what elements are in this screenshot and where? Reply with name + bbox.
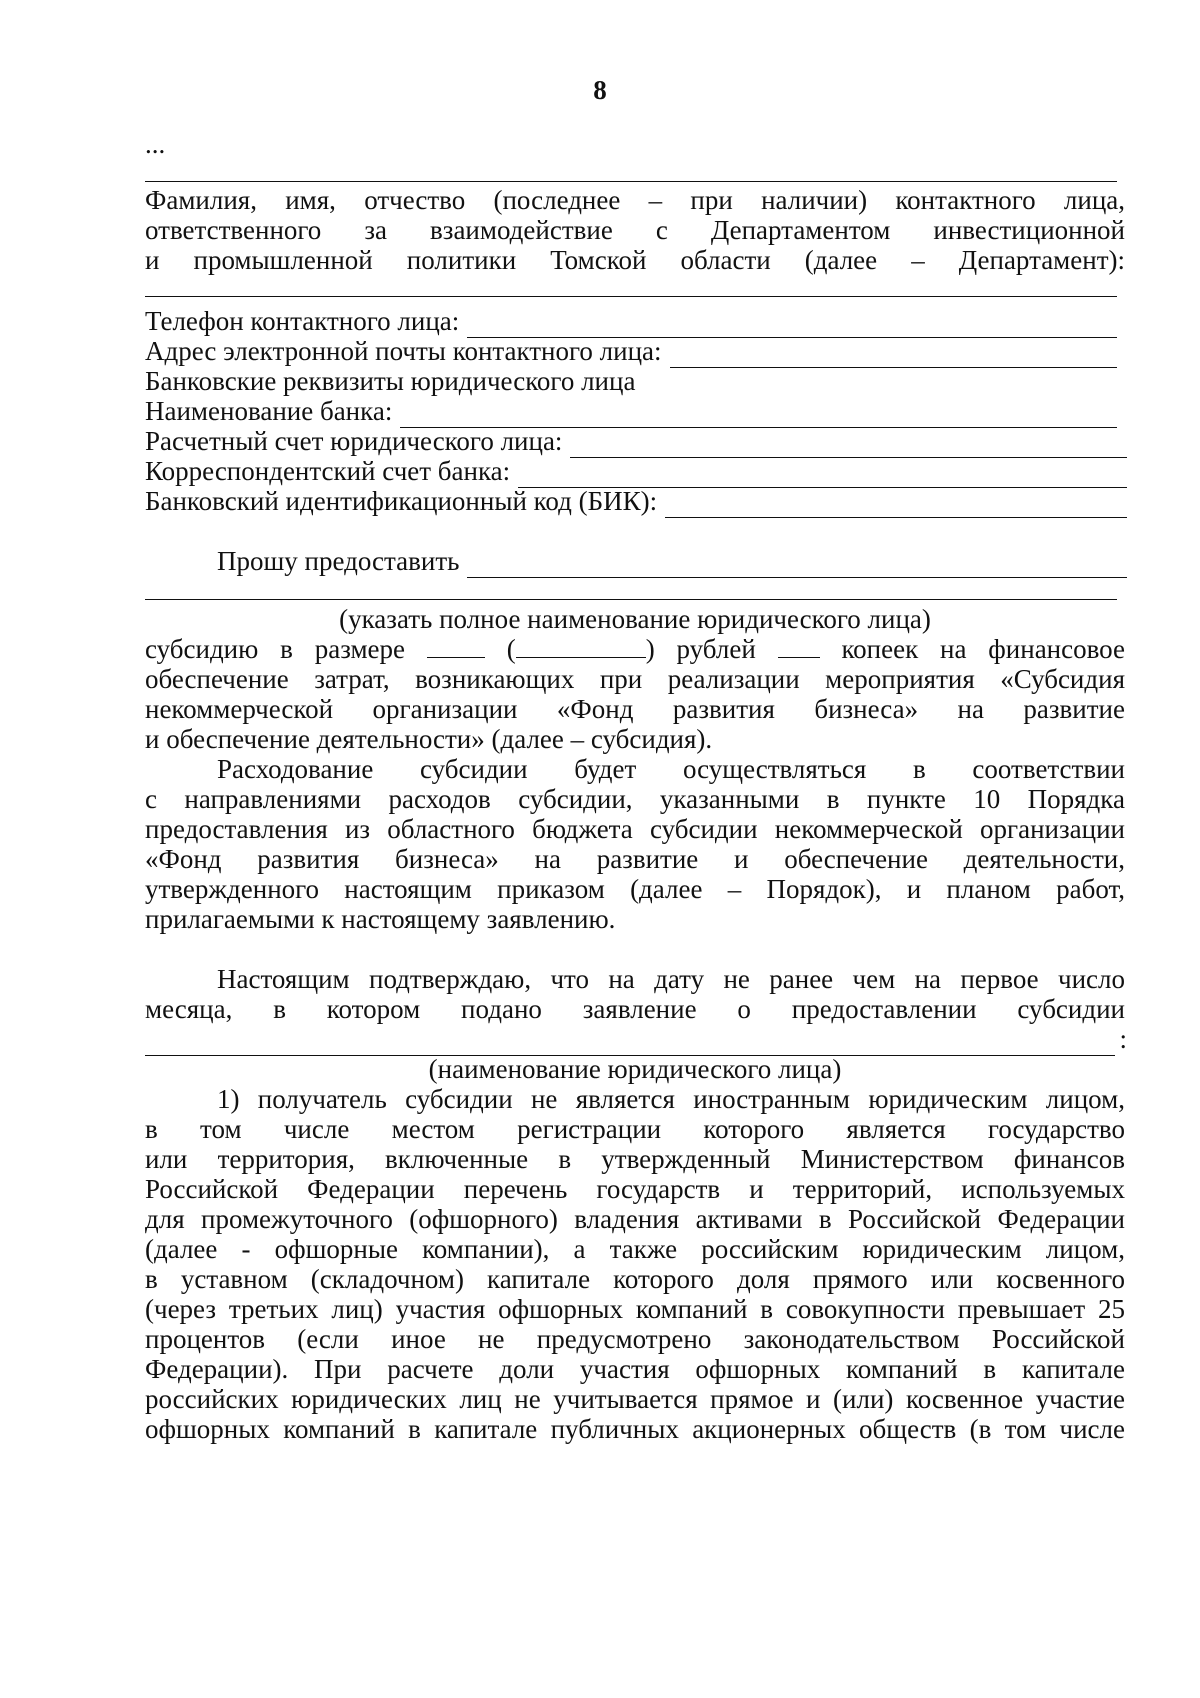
request-l1-a: субсидию в размере: [145, 634, 406, 664]
ellipsis: ...: [145, 129, 166, 159]
request-lead-row: [145, 545, 1127, 578]
request-line-2: обеспечение затрат, возникающих при реализации мероприятия «Субсидия: [145, 664, 1125, 694]
request-l1-c: ) рублей: [645, 634, 756, 664]
request-l1-b: (: [506, 634, 516, 664]
request-line-4: и обеспечение деятельности» (далее – субсидия).: [145, 724, 713, 754]
account-label: Расчетный счет юридического лица:: [145, 426, 563, 456]
bik-field: [145, 485, 1127, 518]
item1-line-2: в том числе местом регистрации которого является государство: [145, 1114, 1125, 1144]
item1-line-12: офшорных компаний в капитале публичных акционерных обществ (в том числе: [145, 1414, 1125, 1444]
bank-name-label: Наименование банка:: [145, 396, 393, 426]
request-org-line: [145, 599, 1117, 600]
request-line-3: некоммерческой организации «Фонд развития бизнеса» на развитие: [145, 694, 1125, 724]
email-field: [145, 335, 1117, 368]
contact-line-1: Фамилия, имя, отчество (последнее – при наличии) контактного лица,: [145, 185, 1125, 215]
phone-label: Телефон контактного лица:: [145, 306, 460, 336]
confirm-caption: (наименование юридического лица): [428, 1054, 842, 1084]
spending-line-1: Расходование субсидии будет осуществляться в соответствии: [217, 754, 1125, 784]
account-field: [145, 425, 1127, 458]
contact-line-2: ответственного за взаимодействие с Департаментом инвестиционной: [145, 215, 1125, 245]
item1-line-1: 1) получатель субсидии не является иностранным юридическим лицом,: [217, 1084, 1125, 1114]
contact-name-line: [145, 181, 1117, 182]
request-org-blank[interactable]: [467, 553, 1127, 578]
bik-blank[interactable]: [665, 493, 1127, 518]
bank-name-field: [145, 395, 1117, 428]
item1-line-8: (через третьих лиц) участия офшорных компаний в совокупности превышает 25: [145, 1294, 1125, 1324]
item1-line-9: процентов (если иное не предусмотрено законодательством Российской: [145, 1324, 1125, 1354]
item1-line-3: или территория, включенные в утвержденный Министерством финансов: [145, 1144, 1125, 1174]
request-line-1: [145, 633, 1125, 666]
subsidy-amount-blank[interactable]: [427, 635, 485, 658]
spending-line-6: прилагаемыми к настоящему заявлению.: [145, 904, 616, 934]
confirm-colon: :: [1119, 1024, 1127, 1054]
request-caption: (указать полное наименование юридического лица): [339, 604, 931, 634]
spending-line-3: предоставления из областного бюджета субсидии некоммерческой организации: [145, 814, 1125, 844]
email-label: Адрес электронной почты контактного лица:: [145, 336, 662, 366]
contact-fill-line: [145, 296, 1117, 297]
kopecks-blank[interactable]: [778, 635, 820, 658]
item1-line-5: для промежуточного (офшорного) владения активами в Российской Федерации: [145, 1204, 1125, 1234]
phone-field: [145, 305, 1117, 338]
spending-line-5: утвержденного настоящим приказом (далее – Порядок), и планом работ,: [145, 874, 1125, 904]
confirm-line-2: месяца, в котором подано заявление о предоставлении субсидии: [145, 994, 1125, 1024]
item1-line-4: Российской Федерации перечень государств и территорий, используемых: [145, 1174, 1125, 1204]
item1-line-6: (далее - офшорные компании), а также российским юридическим лицом,: [145, 1234, 1125, 1264]
request-lead: Прошу предоставить: [217, 546, 460, 576]
item1-line-10: Федерации). При расчете доли участия офшорных компаний в капитале: [145, 1354, 1125, 1384]
subsidy-amount-words-blank[interactable]: [516, 635, 646, 658]
item1-line-11: российских юридических лиц не учитывается прямое и (или) косвенное участие: [145, 1384, 1125, 1414]
item1-line-7: в уставном (складочном) капитале которого доля прямого или косвенного: [145, 1264, 1125, 1294]
confirm-line-1: Настоящим подтверждаю, что на дату не ранее чем на первое число: [217, 964, 1125, 994]
spending-line-4: «Фонд развития бизнеса» на развитие и обеспечение деятельности,: [145, 844, 1125, 874]
corr-account-field: [145, 455, 1127, 488]
confirm-org-row: [145, 1023, 1127, 1056]
request-l1-d: копеек на финансовое: [841, 634, 1125, 664]
page-number: 8: [593, 75, 607, 105]
corr-account-label: Корреспондентский счет банка:: [145, 456, 511, 486]
bank-details-heading: Банковские реквизиты юридического лица: [145, 366, 636, 396]
contact-line-3: и промышленной политики Томской области (далее – Департамент):: [145, 245, 1125, 275]
spending-line-2: с направлениями расходов субсидии, указанными в пункте 10 Порядка: [145, 784, 1125, 814]
bik-label: Банковский идентификационный код (БИК):: [145, 486, 658, 516]
